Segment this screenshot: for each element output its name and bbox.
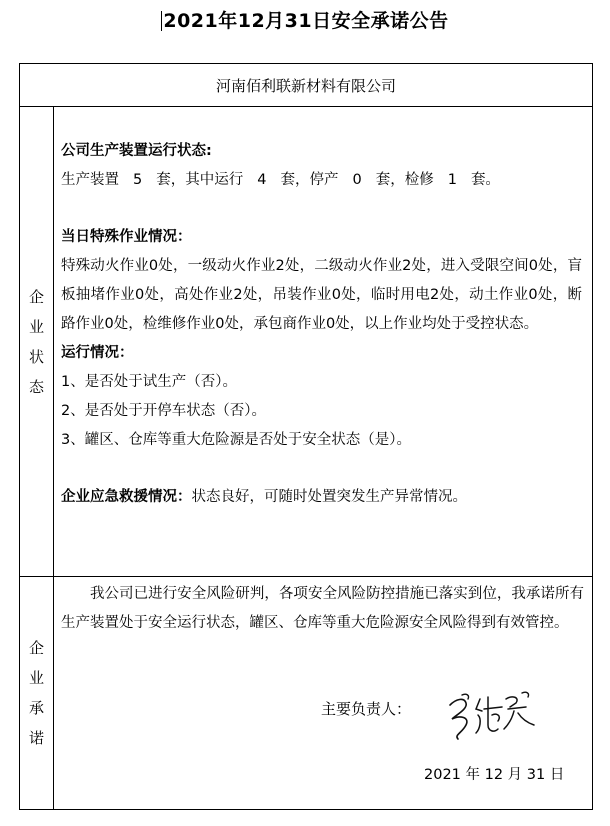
status-content	[54, 107, 593, 577]
status-label-char: 态	[28, 377, 44, 396]
emergency-heading: 企业应急救援情况：	[61, 489, 192, 505]
pledge-label-char: 诺	[28, 729, 44, 747]
device-count-running: 4	[257, 172, 267, 188]
status-label-char: 状	[28, 347, 44, 366]
device-status-heading: 公司生产装置运行状态:	[61, 143, 212, 159]
document-title	[0, 6, 610, 33]
status-label-char: 业	[28, 317, 44, 336]
operation-item: 2、是否处于开停车状态（否）。	[61, 403, 266, 419]
device-line-text: 生产装置	[61, 172, 119, 188]
operation-item: 3、罐区、仓库等重大危险源是否处于安全状态（是）。	[61, 432, 411, 448]
special-work-heading: 当日特殊作业情况：	[61, 229, 192, 245]
device-status-line	[61, 166, 582, 195]
device-line-text: 套，其中运行	[156, 172, 244, 188]
status-label-char: 企	[28, 287, 44, 306]
pledge-date: 2021 年 12 月 31 日	[424, 767, 565, 783]
handwritten-signature	[436, 685, 546, 745]
device-count-stopped: 0	[352, 172, 362, 188]
emergency-text: 状态良好，可随时处置突发生产异常情况。	[191, 489, 467, 505]
device-line-text: 套，检修	[375, 172, 434, 188]
status-side-label	[20, 107, 54, 577]
emergency-line	[61, 483, 582, 512]
pledge-content	[54, 577, 593, 810]
responsible-label: 主要负责人：	[321, 700, 412, 718]
pledge-label-char: 业	[28, 669, 44, 687]
pledge-side-label	[20, 577, 54, 810]
notice-table	[19, 63, 593, 810]
device-line-text: 套，停产	[280, 172, 339, 188]
device-count-repair: 1	[447, 172, 457, 188]
special-work-text: 特殊动火作业0处，一级动火作业2处，二级动火作业2处，进入受限空间0处，盲板抽堵作业0处，高处作业2处，吊装作业0处，临时用电2处，动土作业0处，断路作业0处，检维修作业0处，承包商作业0处，以上作业均处于受控状态。	[61, 258, 582, 332]
device-line-text: 套。	[470, 172, 500, 188]
pledge-text: 我公司已进行安全风险研判，各项安全风险防控措施已落实到位，我承诺所有生产装置处于安全运行状态，罐区、仓库等重大危险源安全风险得到有效管控。	[61, 586, 584, 631]
pledge-label-char: 企	[28, 639, 44, 657]
signature-row	[321, 685, 581, 735]
pledge-label-char: 承	[28, 699, 44, 717]
operation-item: 1、是否处于试生产（否）。	[61, 374, 237, 390]
company-name: 河南佰利联新材料有限公司	[20, 64, 593, 107]
document-title-text: 2021年12月31日安全承诺公告	[163, 10, 449, 32]
device-count-total: 5	[133, 172, 143, 188]
operation-heading: 运行情况：	[61, 345, 134, 361]
